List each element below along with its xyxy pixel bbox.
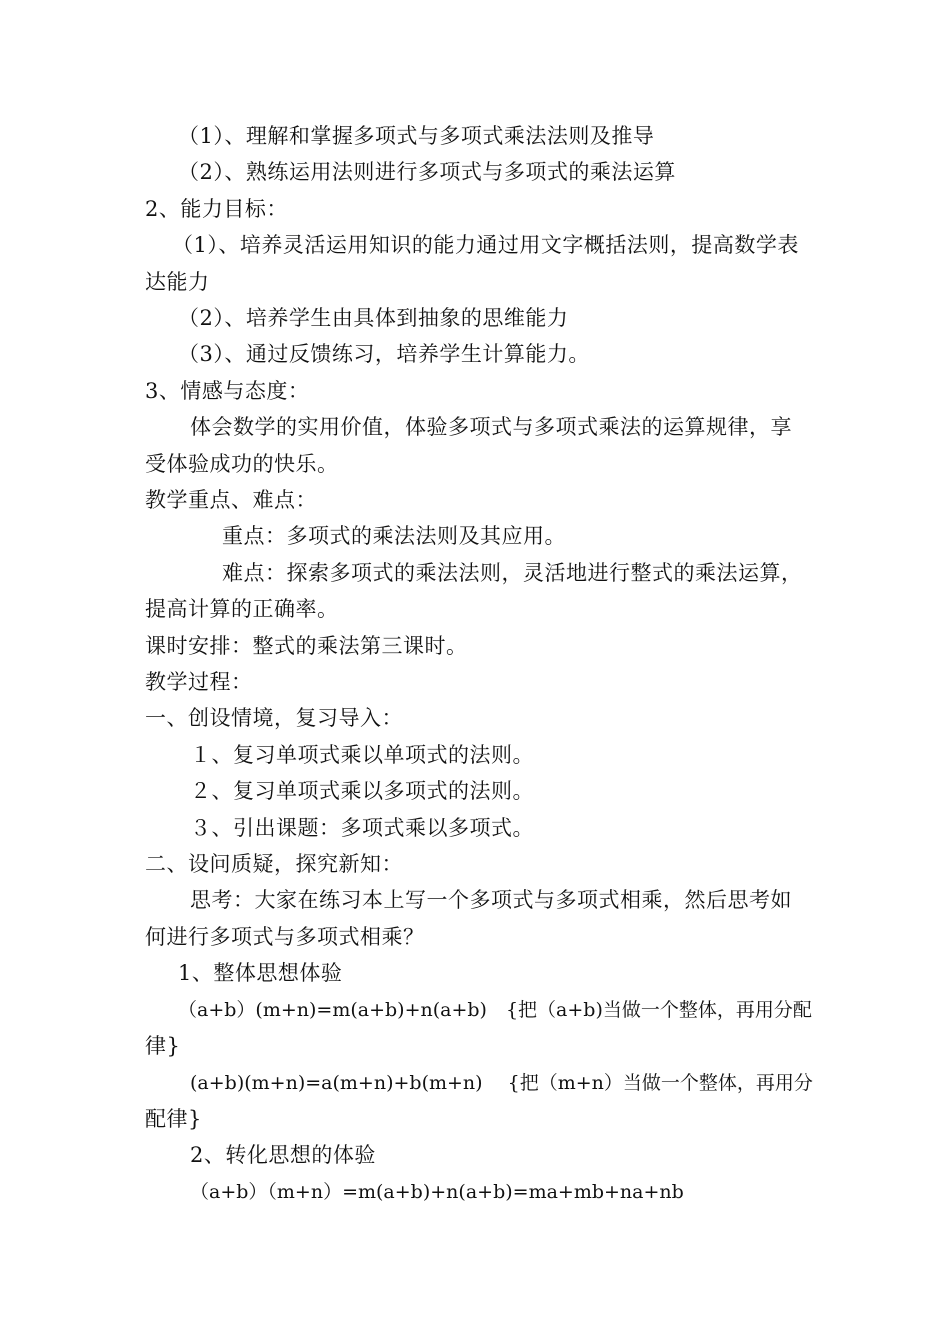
objective-1-2: （2）、熟练运用法则进行多项式与多项式的乘法运算	[178, 160, 676, 184]
think-paragraph: 思考：大家在练习本上写一个多项式与多项式相乘，然后思考如	[190, 888, 792, 912]
objective-1-1: （1）、理解和掌握多项式与多项式乘法法则及推导	[178, 124, 655, 148]
whole-idea-heading: 1、整体思想体验	[178, 961, 343, 985]
section-1-item-3: ３、引出课题：多项式乘以多项式。	[190, 816, 534, 840]
class-schedule: 课时安排：整式的乘法第三课时。	[145, 634, 468, 658]
formula-line-2: (a+b)(m+n)=a(m+n)+b(m+n) {把（m+n）当做一个整体，再用分	[190, 1072, 813, 1094]
heading-ability-goal: 2、能力目标：	[145, 197, 288, 221]
formula-line-2-cont: 配律}	[145, 1107, 202, 1131]
transform-idea-heading: 2、转化思想的体验	[190, 1143, 376, 1167]
ability-goal-1-cont: 达能力	[145, 270, 210, 294]
emotion-paragraph: 体会数学的实用价值，体验多项式与多项式乘法的运算规律，享	[190, 415, 792, 439]
ability-goal-3: （3）、通过反馈练习，培养学生计算能力。	[178, 342, 590, 366]
section-1-item-1: １、复习单项式乘以单项式的法则。	[190, 743, 534, 767]
section-1-heading: 一、创设情境，复习导入：	[145, 706, 403, 730]
think-paragraph-cont: 何进行多项式与多项式相乘？	[145, 925, 425, 949]
formula-line-1-cont: 律}	[145, 1034, 181, 1058]
difficult-point: 难点：探索多项式的乘法法则，灵活地进行整式的乘法运算，	[222, 561, 803, 585]
formula-line-1: （a+b）(m+n)=m(a+b)+n(a+b) {把（a+b)当做一个整体，再用分配	[178, 999, 812, 1021]
section-2-heading: 二、设问质疑，探究新知：	[145, 852, 403, 876]
key-point: 重点：多项式的乘法法则及其应用。	[222, 524, 566, 548]
heading-teaching-process: 教学过程：	[145, 670, 253, 694]
heading-key-points: 教学重点、难点：	[145, 488, 317, 512]
heading-emotion-attitude: 3、情感与态度：	[145, 379, 310, 403]
section-1-item-2: ２、复习单项式乘以多项式的法则。	[190, 779, 534, 803]
ability-goal-1: （1）、培养灵活运用知识的能力通过用文字概括法则，提高数学表	[172, 233, 799, 257]
emotion-paragraph-cont: 受体验成功的快乐。	[145, 452, 339, 476]
difficult-point-cont: 提高计算的正确率。	[145, 597, 339, 621]
formula-line-3: （a+b）（m+n）=m(a+b)+n(a+b)=ma+mb+na+nb	[190, 1181, 684, 1203]
ability-goal-2: （2）、培养学生由具体到抽象的思维能力	[178, 306, 569, 330]
